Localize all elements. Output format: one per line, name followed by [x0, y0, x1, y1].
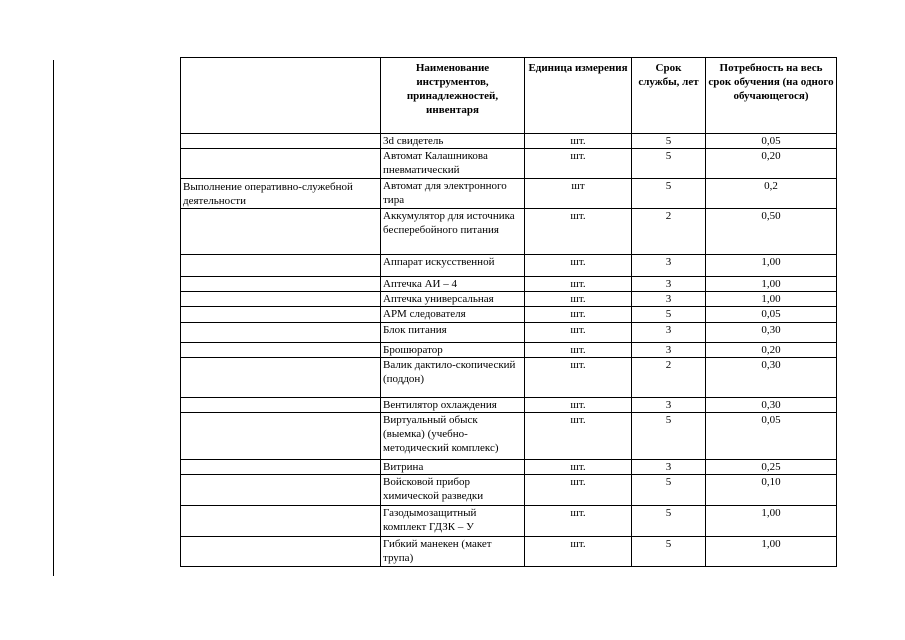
table-row: [181, 277, 837, 292]
unit-cell: шт.: [525, 475, 632, 506]
unit-cell: шт.: [525, 413, 632, 460]
service-life-cell: 5: [632, 537, 706, 567]
unit-cell: шт.: [525, 307, 632, 323]
activity-cell: [181, 277, 381, 292]
table-row: [181, 307, 837, 323]
service-life-cell: 3: [632, 460, 706, 475]
item-name-cell: Войсковой прибор химической разведки: [381, 475, 525, 506]
requirement-cell: 1,00: [706, 277, 837, 292]
activity-cell: [181, 134, 381, 149]
item-name-cell: Брошюратор: [381, 343, 525, 358]
service-life-cell: 3: [632, 292, 706, 307]
unit-cell: шт.: [525, 343, 632, 358]
table-row: [181, 292, 837, 307]
activity-cell: [181, 209, 381, 255]
item-name-cell: Витрина: [381, 460, 525, 475]
service-life-cell: 5: [632, 134, 706, 149]
table-body: [181, 134, 837, 567]
unit-cell: шт.: [525, 255, 632, 277]
unit-cell: шт.: [525, 358, 632, 398]
service-life-cell: 5: [632, 179, 706, 209]
header-service-life: Срок службы, лет: [632, 58, 706, 134]
requirement-cell: 0,50: [706, 209, 837, 255]
unit-cell: шт.: [525, 398, 632, 413]
unit-cell: шт: [525, 179, 632, 209]
requirement-cell: 0,30: [706, 358, 837, 398]
unit-cell: шт.: [525, 460, 632, 475]
item-name-cell: Вентилятор охлаждения: [381, 398, 525, 413]
service-life-cell: 2: [632, 358, 706, 398]
service-life-cell: 2: [632, 209, 706, 255]
table-row: [181, 537, 837, 567]
header-requirement: Потребность на весь срок обучения (на одного обучающегося): [706, 58, 837, 134]
requirement-cell: 0,30: [706, 398, 837, 413]
activity-cell: [181, 475, 381, 506]
unit-cell: шт.: [525, 134, 632, 149]
activity-cell: [181, 358, 381, 398]
service-life-cell: 3: [632, 398, 706, 413]
requirement-cell: 1,00: [706, 255, 837, 277]
unit-cell: шт.: [525, 506, 632, 537]
item-name-cell: Валик дактило-скопический (поддон): [381, 358, 525, 398]
header-name: Наименование инструментов, принадлежностей, инвентаря: [381, 58, 525, 134]
requirement-cell: 0,05: [706, 134, 837, 149]
unit-cell: шт.: [525, 209, 632, 255]
activity-cell: [181, 506, 381, 537]
activity-cell: [181, 292, 381, 307]
unit-cell: шт.: [525, 277, 632, 292]
table-header-row: [181, 58, 837, 134]
item-name-cell: Гибкий манекен (макет трупа): [381, 537, 525, 567]
requirement-cell: 0,10: [706, 475, 837, 506]
table-row: [181, 475, 837, 506]
item-name-cell: Аппарат искусственной: [381, 255, 525, 277]
item-name-cell: Газодымозащитный комплект ГДЗК – У: [381, 506, 525, 537]
requirement-cell: 1,00: [706, 537, 837, 567]
section-label: Выполнение оперативно-служебной деятельности: [181, 179, 381, 209]
unit-cell: шт.: [525, 292, 632, 307]
item-name-cell: Автомат для электронного тира: [381, 179, 525, 209]
header-unit: Единица измерения: [525, 58, 632, 134]
requirement-cell: 0,30: [706, 323, 837, 343]
table-row: [181, 179, 837, 209]
equipment-table: [180, 57, 837, 567]
requirement-cell: 0,05: [706, 413, 837, 460]
requirement-cell: 1,00: [706, 292, 837, 307]
service-life-cell: 5: [632, 307, 706, 323]
left-margin-line: [53, 60, 54, 576]
table-row: [181, 134, 837, 149]
table-row: [181, 343, 837, 358]
activity-cell: [181, 323, 381, 343]
item-name-cell: Аккумулятор для источника бесперебойного питания: [381, 209, 525, 255]
activity-cell: [181, 537, 381, 567]
table-row: [181, 358, 837, 398]
item-name-cell: АРМ следователя: [381, 307, 525, 323]
activity-cell: [181, 255, 381, 277]
activity-cell: [181, 149, 381, 179]
item-name-cell: 3d свидетель: [381, 134, 525, 149]
activity-cell: [181, 343, 381, 358]
header-activity: [181, 58, 381, 134]
service-life-cell: 3: [632, 343, 706, 358]
service-life-cell: 3: [632, 255, 706, 277]
service-life-cell: 5: [632, 149, 706, 179]
service-life-cell: 3: [632, 277, 706, 292]
service-life-cell: 3: [632, 323, 706, 343]
table-row: [181, 149, 837, 179]
requirement-cell: 0,2: [706, 179, 837, 209]
requirement-cell: 0,25: [706, 460, 837, 475]
requirement-cell: 1,00: [706, 506, 837, 537]
unit-cell: шт.: [525, 149, 632, 179]
item-name-cell: Аптечка АИ – 4: [381, 277, 525, 292]
requirement-cell: 0,20: [706, 149, 837, 179]
activity-cell: [181, 460, 381, 475]
item-name-cell: Блок питания: [381, 323, 525, 343]
unit-cell: шт.: [525, 323, 632, 343]
table-row: [181, 506, 837, 537]
table-row: [181, 323, 837, 343]
table-row: [181, 255, 837, 277]
table-row: [181, 460, 837, 475]
item-name-cell: Автомат Калашникова пневматический: [381, 149, 525, 179]
requirement-cell: 0,20: [706, 343, 837, 358]
requirement-cell: 0,05: [706, 307, 837, 323]
service-life-cell: 5: [632, 506, 706, 537]
table-row: [181, 413, 837, 460]
unit-cell: шт.: [525, 537, 632, 567]
activity-cell: [181, 413, 381, 460]
activity-cell: [181, 398, 381, 413]
service-life-cell: 5: [632, 413, 706, 460]
activity-cell: [181, 307, 381, 323]
item-name-cell: Аптечка универсальная: [381, 292, 525, 307]
table-row: [181, 398, 837, 413]
item-name-cell: Виртуальный обыск (выемка) (учебно-методический комплекс): [381, 413, 525, 460]
table-row: [181, 209, 837, 255]
service-life-cell: 5: [632, 475, 706, 506]
